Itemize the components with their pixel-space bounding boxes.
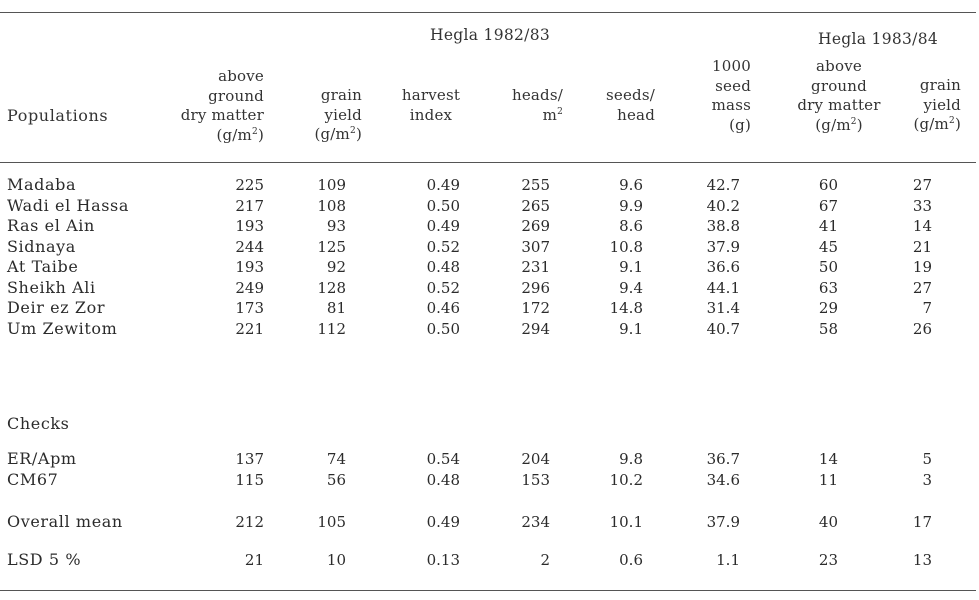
summary-row-cell: 17 [912, 513, 932, 531]
check-row-cell: 204 [521, 450, 550, 468]
table-row-label: At Taibe [7, 257, 79, 276]
table-row-cell: 172 [521, 299, 550, 317]
table-row-cell: 112 [317, 320, 346, 338]
summary-row-cell: 40 [818, 513, 838, 531]
summary-row-cell: 21 [244, 551, 264, 569]
table-row-cell: 92 [326, 258, 346, 276]
check-row-cell: 137 [235, 450, 264, 468]
summary-row-cell: 0.49 [426, 513, 460, 531]
table-row-cell: 0.46 [426, 299, 460, 317]
summary-row-cell: 0.6 [619, 551, 643, 569]
header-rule [0, 162, 976, 163]
table-row-cell: 0.50 [426, 197, 460, 215]
table-row-cell: 109 [317, 176, 346, 194]
check-row-cell: 10.2 [609, 471, 643, 489]
table-row-cell: 0.49 [426, 217, 460, 235]
table-row-cell: 9.9 [619, 197, 643, 215]
table-row-cell: 41 [818, 217, 838, 235]
table-row-cell: 8.6 [619, 217, 643, 235]
table-row-cell: 0.48 [426, 258, 460, 276]
table-row-cell: 231 [521, 258, 550, 276]
table-row-cell: 42.7 [706, 176, 740, 194]
table-row-label: Sheikh Ali [7, 278, 96, 297]
table-row-cell: 9.1 [619, 320, 643, 338]
table-row-cell: 44.1 [706, 279, 740, 297]
header-seeds-head: seeds/ head [605, 86, 655, 124]
header-above-ground-1: above ground dry matter $(g/m^2)$ [180, 67, 264, 144]
summary-row-cell: 212 [235, 513, 264, 531]
table-row-cell: 63 [818, 279, 838, 297]
table-row-cell: 225 [235, 176, 264, 194]
header-1000-seed-mass: 1000 seed mass (g) [711, 57, 751, 134]
table-row-cell: 108 [317, 197, 346, 215]
table-row-cell: 10.8 [609, 238, 643, 256]
check-row-cell: 0.48 [426, 471, 460, 489]
table-row-cell: 0.52 [426, 238, 460, 256]
table-row-cell: 249 [235, 279, 264, 297]
table-row-cell: 27 [912, 279, 932, 297]
table-row-cell: 19 [912, 258, 932, 276]
table-row-cell: 7 [922, 299, 932, 317]
header-above-ground-2: above ground dry matter $(g/m^2)$ [797, 57, 881, 134]
check-row-label: CM67 [7, 470, 59, 489]
table-row-cell: 38.8 [706, 217, 740, 235]
check-row-cell: 153 [521, 471, 550, 489]
table-row-cell: 296 [521, 279, 550, 297]
table-row-cell: 45 [818, 238, 838, 256]
table-row-cell: 9.1 [619, 258, 643, 276]
header-populations: Populations [7, 106, 109, 125]
summary-row-cell: 37.9 [706, 513, 740, 531]
check-row-cell: 36.7 [706, 450, 740, 468]
table-row-cell: 265 [521, 197, 550, 215]
table-row-cell: 193 [235, 217, 264, 235]
table-row-cell: 0.52 [426, 279, 460, 297]
table-row-cell: 193 [235, 258, 264, 276]
table-row-cell: 14 [912, 217, 932, 235]
header-heads-m2: heads/ $m^2$ [511, 86, 563, 124]
table-row-cell: 27 [912, 176, 932, 194]
group-header-1983: Hegla 1983/84 [818, 30, 939, 48]
table-row-cell: 217 [235, 197, 264, 215]
check-row-cell: 56 [326, 471, 346, 489]
table-row-cell: 128 [317, 279, 346, 297]
check-row-cell: 9.8 [619, 450, 643, 468]
header-grain-yield-2: grain yield $(g/m^2)$ [913, 76, 961, 133]
checks-heading: Checks [7, 414, 70, 433]
table-row-cell: 9.4 [619, 279, 643, 297]
check-row-cell: 115 [235, 471, 264, 489]
table-row-cell: 244 [235, 238, 264, 256]
table-row-cell: 0.50 [426, 320, 460, 338]
header-harvest-index: harvest index [401, 86, 461, 124]
summary-row-cell: 23 [818, 551, 838, 569]
table-row-cell: 14.8 [609, 299, 643, 317]
table-row-cell: 93 [326, 217, 346, 235]
table-row-label: Um Zewitom [7, 319, 118, 338]
table-row-cell: 50 [818, 258, 838, 276]
table-row-cell: 125 [317, 238, 346, 256]
summary-row-label: LSD 5 % [7, 550, 82, 569]
summary-row-cell: 10 [326, 551, 346, 569]
check-row-cell: 3 [922, 471, 932, 489]
table-row-cell: 58 [818, 320, 838, 338]
table-row-cell: 36.6 [706, 258, 740, 276]
table-row-cell: 255 [521, 176, 550, 194]
table-row-label: Wadi el Hassa [7, 196, 129, 215]
table-row-cell: 0.49 [426, 176, 460, 194]
summary-row-cell: 13 [912, 551, 932, 569]
table-row-cell: 60 [818, 176, 838, 194]
check-row-cell: 5 [922, 450, 932, 468]
table-row-label: Ras el Ain [7, 216, 95, 235]
table-row-cell: 173 [235, 299, 264, 317]
table-row-cell: 29 [818, 299, 838, 317]
table-row-cell: 67 [818, 197, 838, 215]
check-row-cell: 74 [326, 450, 346, 468]
top-rule [0, 12, 976, 13]
check-row-label: ER/Apm [7, 449, 77, 468]
table-row-cell: 81 [326, 299, 346, 317]
table-row-cell: 40.7 [706, 320, 740, 338]
check-row-cell: 0.54 [426, 450, 460, 468]
table-row-cell: 31.4 [706, 299, 740, 317]
table-row-cell: 221 [235, 320, 264, 338]
summary-row-cell: 1.1 [716, 551, 740, 569]
summary-row-cell: 10.1 [609, 513, 643, 531]
group-header-1982: Hegla 1982/83 [430, 26, 551, 44]
bottom-rule [0, 590, 976, 591]
table-row-cell: 33 [912, 197, 932, 215]
header-grain-yield-1: grain yield $(g/m^2)$ [314, 86, 362, 143]
summary-row-cell: 234 [521, 513, 550, 531]
summary-row-cell: 0.13 [426, 551, 460, 569]
table-row-cell: 9.6 [619, 176, 643, 194]
table-row-cell: 269 [521, 217, 550, 235]
table-row-label: Sidnaya [7, 237, 76, 256]
check-row-cell: 11 [818, 471, 838, 489]
table-row-cell: 26 [912, 320, 932, 338]
check-row-cell: 34.6 [706, 471, 740, 489]
summary-row-cell: 105 [317, 513, 346, 531]
table-row-cell: 21 [912, 238, 932, 256]
table-row-cell: 307 [521, 238, 550, 256]
summary-row-label: Overall mean [7, 512, 123, 531]
summary-row-cell: 2 [540, 551, 550, 569]
table-row-cell: 37.9 [706, 238, 740, 256]
check-row-cell: 14 [818, 450, 838, 468]
table-row-cell: 294 [521, 320, 550, 338]
table-row-label: Madaba [7, 175, 77, 194]
table-row-label: Deir ez Zor [7, 298, 106, 317]
table-row-cell: 40.2 [706, 197, 740, 215]
